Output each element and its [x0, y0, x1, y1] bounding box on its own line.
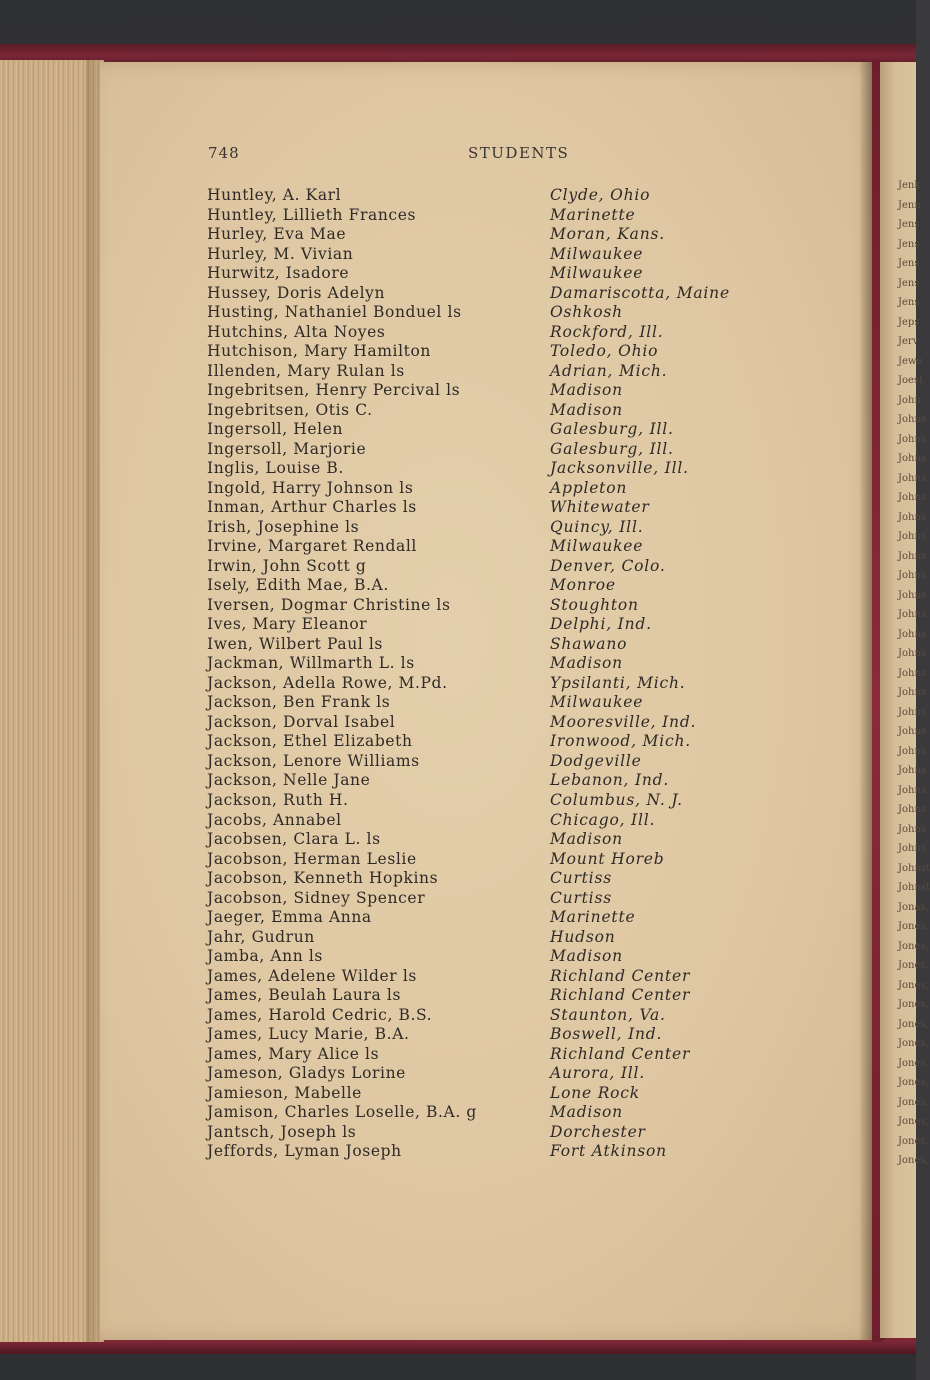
student-hometown: Curtiss — [550, 869, 612, 888]
student-name: Ingersoll, Helen — [207, 420, 344, 439]
student-entry — [207, 459, 767, 479]
facing-page-text-fragment: Johns — [898, 804, 927, 815]
student-name: Hurley, M. Vivian — [207, 244, 354, 263]
facing-page-text-fragment: Johns — [898, 706, 927, 718]
student-entry — [207, 498, 767, 518]
student-hometown: Madison — [550, 400, 623, 419]
student-name: Huntley, A. Karl — [207, 186, 342, 204]
facing-page-text-fragment: Jones, — [898, 1057, 929, 1069]
student-hometown: Mooresville, Ind. — [550, 712, 697, 731]
student-entry — [207, 303, 767, 323]
facing-page-text-fragment: Jenn — [898, 199, 921, 211]
student-name: Jackson, Ethel Elizabeth — [207, 732, 413, 751]
facing-page-text-fragment: Johns — [898, 472, 927, 484]
student-hometown: Fort Atkinson — [550, 1142, 667, 1161]
facing-page-text-fragment: Jones, — [898, 940, 929, 952]
student-name: Jackson, Ben Frank ls — [207, 693, 391, 712]
facing-page-text-fragment: Johns — [898, 687, 927, 698]
student-hometown: Delphi, Ind. — [550, 615, 652, 634]
student-entry — [207, 1006, 767, 1026]
student-name: Jacobsen, Clara L. ls — [207, 830, 381, 849]
student-hometown: Moran, Kans. — [550, 225, 665, 244]
student-name: Jackson, Lenore Williams — [207, 751, 420, 770]
student-hometown: Mount Horeb — [550, 849, 665, 868]
student-name: Jahr, Gudrun — [207, 927, 315, 946]
student-name: Jeffords, Lyman Joseph — [207, 1142, 402, 1161]
student-entry — [207, 596, 767, 616]
student-entry — [207, 811, 767, 831]
student-entry — [207, 791, 767, 811]
facing-page-text-fragment: Jones, — [898, 1038, 929, 1049]
student-name: Jameson, Gladys Lorine — [207, 1064, 406, 1083]
student-hometown: Milwaukee — [550, 537, 644, 556]
student-entry — [207, 186, 767, 206]
student-hometown: Ypsilanti, Mich. — [550, 673, 686, 692]
student-hometown: Galesburg, Ill. — [550, 420, 674, 439]
student-entry — [207, 869, 767, 889]
student-name: Hurley, Eva Mae — [207, 225, 347, 244]
student-hometown: Staunton, Va. — [550, 1005, 666, 1024]
student-entry — [207, 674, 767, 694]
student-name: Hutchison, Mary Hamilton — [207, 342, 431, 361]
student-hometown: Lebanon, Ind. — [550, 771, 670, 790]
student-name: James, Mary Alice ls — [207, 1044, 380, 1063]
student-hometown: Monroe — [550, 576, 616, 595]
student-hometown: Marinette — [550, 908, 636, 927]
student-hometown: Curtiss — [550, 888, 612, 907]
facing-page-text-fragment: Jens — [898, 277, 920, 289]
facing-page-text-fragment: Johns — [898, 492, 927, 503]
student-entry — [207, 908, 767, 928]
facing-page-text-fragment: Jenk — [898, 180, 921, 191]
student-hometown: Milwaukee — [550, 244, 644, 263]
student-hometown: Shawano — [550, 634, 628, 653]
student-entry — [207, 986, 767, 1006]
student-hometown: Milwaukee — [550, 693, 644, 712]
facing-page-text-fragment: John — [898, 394, 921, 406]
facing-page-text-fragment: Jens — [898, 238, 920, 250]
facing-page-text-fragment: Johns — [898, 433, 927, 445]
facing-page-text-fragment: Jewe — [898, 355, 923, 367]
student-hometown: Denver, Colo. — [550, 556, 666, 575]
student-name: James, Harold Cedric, B.S. — [207, 1005, 433, 1024]
student-entry — [207, 284, 767, 304]
student-name: Jackson, Dorval Isabel — [207, 712, 396, 731]
student-entry — [207, 1045, 767, 1065]
student-hometown: Galesburg, Ill. — [550, 439, 674, 458]
student-name: Jackson, Ruth H. — [207, 790, 349, 809]
facing-page-text-fragment: Jones, — [898, 1116, 929, 1127]
facing-page-text-fragment: Jens — [898, 219, 920, 230]
student-name: Inman, Arthur Charles ls — [207, 498, 417, 517]
student-entry — [207, 615, 767, 635]
student-entry — [207, 479, 767, 499]
student-entry — [207, 752, 767, 772]
facing-page-text-fragment: Jones, — [898, 1077, 929, 1088]
student-entry — [207, 693, 767, 713]
facing-page-fragment — [880, 62, 930, 1338]
student-name: Jamison, Charles Loselle, B.A. g — [207, 1103, 477, 1122]
student-hometown: Madison — [550, 830, 623, 849]
student-hometown: Chicago, Ill. — [550, 810, 656, 829]
student-name: Jamba, Ann ls — [207, 947, 323, 966]
student-entry — [207, 225, 767, 245]
student-hometown: Columbus, N. J. — [550, 790, 683, 809]
student-name: Iversen, Dogmar Christine ls — [207, 595, 451, 614]
facing-page-text-fragment: Jens — [898, 258, 920, 269]
student-name: Hutchins, Alta Noyes — [207, 322, 386, 341]
student-name: Jacobs, Annabel — [207, 810, 342, 829]
student-name: Jaeger, Emma Anna — [207, 908, 372, 927]
student-entry — [207, 732, 767, 752]
student-name: Iwen, Wilbert Paul ls — [207, 634, 383, 653]
facing-page-text-fragment: Jones, — [898, 1018, 929, 1030]
student-name: Ives, Mary Eleanor — [207, 615, 368, 634]
student-hometown: Milwaukee — [550, 264, 644, 283]
facing-page-text-fragment: Johns — [898, 667, 927, 679]
student-name: Ingersoll, Marjorie — [207, 439, 367, 458]
student-entry — [207, 518, 767, 538]
student-hometown: Clyde, Ohio — [550, 186, 651, 204]
student-entry — [207, 245, 767, 265]
student-hometown: Dorchester — [550, 1122, 646, 1141]
student-name: Jacobson, Kenneth Hopkins — [207, 869, 439, 888]
student-entry — [207, 537, 767, 557]
student-hometown: Marinette — [550, 205, 636, 224]
student-name: Ingold, Harry Johnson ls — [207, 478, 414, 497]
student-entry — [207, 440, 767, 460]
facing-page-text-fragment: Johns — [898, 648, 927, 659]
student-name: Jamieson, Mabelle — [207, 1083, 362, 1102]
facing-page-text-fragment: Johnst — [898, 882, 930, 893]
facing-page-text-fragment: Johns — [898, 628, 927, 640]
facing-page-text-fragment: Johns — [898, 531, 927, 542]
student-name: Jacobson, Sidney Spencer — [207, 888, 426, 907]
student-entry — [207, 928, 767, 948]
student-hometown: Appleton — [550, 478, 628, 497]
student-name: Hurwitz, Isadore — [207, 264, 350, 283]
student-name: Inglis, Louise B. — [207, 459, 344, 478]
student-name: James, Lucy Marie, B.A. — [207, 1025, 410, 1044]
student-hometown: Jacksonville, Ill. — [550, 459, 689, 478]
student-entry — [207, 420, 767, 440]
student-hometown: Dodgeville — [550, 751, 642, 770]
student-hometown: Richland Center — [550, 966, 691, 985]
student-name: Husting, Nathaniel Bonduel ls — [207, 303, 462, 322]
facing-page-text-fragment: Jones, — [898, 1155, 929, 1166]
student-name: Jantsch, Joseph ls — [207, 1122, 357, 1141]
student-hometown: Lone Rock — [550, 1083, 640, 1102]
student-entry — [207, 1142, 767, 1162]
facing-page-text-fragment: Jens — [898, 297, 920, 308]
facing-page-text-fragment: Johns — [898, 570, 927, 581]
student-entry — [207, 635, 767, 655]
student-hometown: Damariscotta, Maine — [550, 283, 730, 302]
student-name: Jackson, Nelle Jane — [207, 771, 371, 790]
facing-page-text-fragment: Jones, — [898, 1135, 929, 1147]
student-hometown: Madison — [550, 1103, 623, 1122]
student-entry — [207, 381, 767, 401]
facing-page-text-fragment: Johns — [898, 843, 927, 854]
facing-page-text-fragment: Johns — [898, 414, 927, 425]
student-hometown: Boswell, Ind. — [550, 1025, 663, 1044]
student-hometown: Toledo, Ohio — [550, 342, 659, 361]
facing-page-text-fragment: Johns — [898, 726, 927, 737]
student-hometown: Richland Center — [550, 1044, 691, 1063]
student-hometown: Ironwood, Mich. — [550, 732, 691, 751]
student-entry — [207, 830, 767, 850]
student-entry — [207, 264, 767, 284]
student-entry — [207, 1025, 767, 1045]
page-number: 748 — [208, 144, 240, 162]
student-entry — [207, 713, 767, 733]
facing-page-text-fragment: Johnst — [898, 862, 930, 874]
student-name: Isely, Edith Mae, B.A. — [207, 576, 389, 595]
student-hometown: Rockford, Ill. — [550, 322, 664, 341]
student-entry — [207, 206, 767, 226]
facing-page-text-fragment: Jonas, — [898, 901, 929, 913]
facing-page-text-fragment: Joest — [898, 375, 924, 386]
student-entry — [207, 1103, 767, 1123]
student-name: Jacobson, Herman Leslie — [207, 849, 417, 868]
student-hometown: Quincy, Ill. — [550, 517, 644, 536]
facing-page-text-fragment: Johns — [898, 765, 927, 776]
student-directory-list — [207, 186, 767, 1162]
student-entry — [207, 1064, 767, 1084]
student-name: Hussey, Doris Adelyn — [207, 283, 386, 302]
student-name: Illenden, Mary Rulan ls — [207, 361, 405, 380]
student-name: Ingebritsen, Henry Percival ls — [207, 381, 461, 400]
student-hometown: Madison — [550, 947, 623, 966]
student-entry — [207, 654, 767, 674]
student-name: Jackman, Willmarth L. ls — [207, 654, 415, 673]
facing-page-text-fragment: Johns — [898, 453, 927, 464]
facing-page-text-fragment: Johns — [898, 511, 927, 523]
student-hometown: Adrian, Mich. — [550, 361, 668, 380]
student-name: James, Adelene Wilder ls — [207, 966, 417, 985]
student-name: Irvine, Margaret Rendall — [207, 537, 417, 556]
student-entry — [207, 342, 767, 362]
facing-page-text-fragment: Johns — [898, 784, 927, 796]
student-hometown: Oshkosh — [550, 303, 623, 322]
student-name: Irish, Josephine ls — [207, 517, 360, 536]
student-entry — [207, 850, 767, 870]
facing-page-text-fragment: Jones, — [898, 999, 929, 1010]
student-entry — [207, 947, 767, 967]
student-name: Jackson, Adella Rowe, M.Pd. — [207, 673, 448, 692]
student-hometown: Stoughton — [550, 595, 639, 614]
facing-page-text-fragment: Jones, — [898, 960, 929, 971]
facing-page-text-fragment: Johns — [898, 589, 927, 601]
student-name: Huntley, Lillieth Frances — [207, 205, 417, 224]
facing-page-text-fragment: Jones, — [898, 979, 929, 991]
student-hometown: Madison — [550, 654, 623, 673]
facing-page-text-fragment: Jeps — [898, 316, 920, 328]
running-head: STUDENTS — [468, 144, 570, 162]
student-name: Ingebritsen, Otis C. — [207, 400, 373, 419]
student-entry — [207, 362, 767, 382]
student-name: Irwin, John Scott g — [207, 556, 367, 575]
student-hometown: Aurora, Ill. — [550, 1064, 645, 1083]
facing-page-text-fragment: Johns — [898, 550, 927, 562]
student-entry — [207, 557, 767, 577]
student-hometown: Hudson — [550, 927, 616, 946]
student-entry — [207, 1123, 767, 1143]
facing-page-text-fragment: Johns — [898, 823, 927, 835]
student-hometown: Richland Center — [550, 986, 691, 1005]
facing-page-text-fragment: Jones, — [898, 921, 929, 932]
student-entry — [207, 323, 767, 343]
student-entry — [207, 967, 767, 987]
student-entry — [207, 889, 767, 909]
student-entry — [207, 1084, 767, 1104]
student-entry — [207, 771, 767, 791]
student-hometown: Madison — [550, 381, 623, 400]
facing-page-text-fragment: Johns — [898, 745, 927, 757]
facing-page-text-fragment: Jerv — [898, 336, 919, 347]
student-entry — [207, 576, 767, 596]
student-entry — [207, 401, 767, 421]
facing-page-text-fragment: Johns — [898, 609, 927, 620]
facing-page-text-fragment: Jones, — [898, 1096, 929, 1108]
student-name: James, Beulah Laura ls — [207, 986, 401, 1005]
student-hometown: Whitewater — [550, 498, 650, 517]
